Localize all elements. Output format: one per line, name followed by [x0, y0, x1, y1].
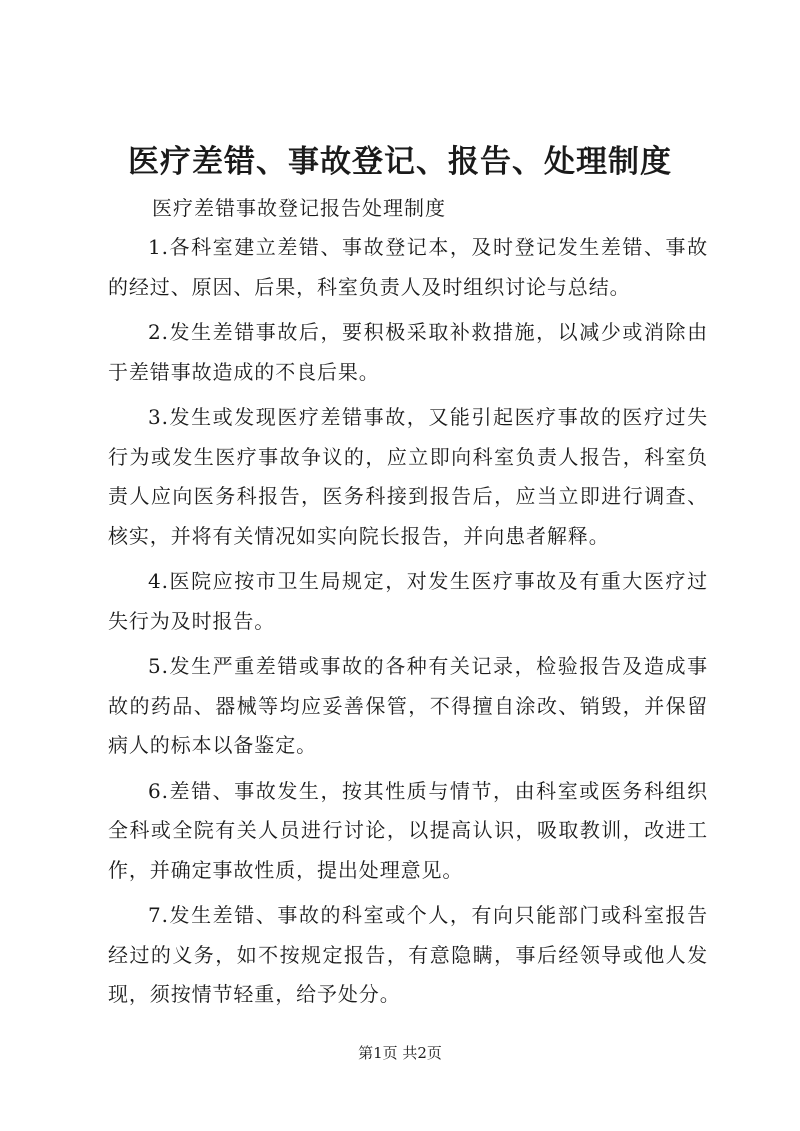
paragraph-1: 1.各科室建立差错、事故登记本，及时登记发生差错、事故的经过、原因、后果，科室负责人及时组织讨论与总结。: [108, 235, 708, 299]
paragraph-7: 7.发生差错、事故的科室或个人，有向只能部门或科室报告经过的义务，如不按规定报告，有意隐瞒，事后经领导或他人发现，须按情节轻重，给予处分。: [108, 903, 708, 1006]
paragraph-5: 5.发生严重差错或事故的各种有关记录，检验报告及造成事故的药品、器械等均应妥善保管，不得擅自涂改、销毁，并保留病人的标本以备鉴定。: [108, 654, 708, 757]
document-subtitle: 医疗差错事故登记报告处理制度: [152, 196, 446, 220]
paragraph-6: 6.差错、事故发生，按其性质与情节，由科室或医务科组织全科或全院有关人员进行讨论，以提高认识，吸取教训，改进工作，并确定事故性质，提出处理意见。: [108, 778, 708, 882]
page-footer: 第1页 共2页: [358, 1044, 442, 1062]
page-title: 医疗差错、事故登记、报告、处理制度: [128, 144, 672, 180]
paragraph-4: 4.医院应按市卫生局规定，对发生医疗事故及有重大医疗过失行为及时报告。: [108, 569, 708, 633]
paragraph-2: 2.发生差错事故后，要积极采取补救措施，以减少或消除由于差错事故造成的不良后果。: [108, 320, 708, 384]
document-body: [108, 228, 708, 1021]
paragraph-3: 3.发生或发现医疗差错事故，又能引起医疗事故的医疗过失行为或发生医疗事故争议的，应立即向科室负责人报告，科室负责人应向医务科报告，医务科接到报告后，应当立即进行调查、核实，并将有关情况如实向院长报告，并向患者解释。: [108, 405, 708, 548]
